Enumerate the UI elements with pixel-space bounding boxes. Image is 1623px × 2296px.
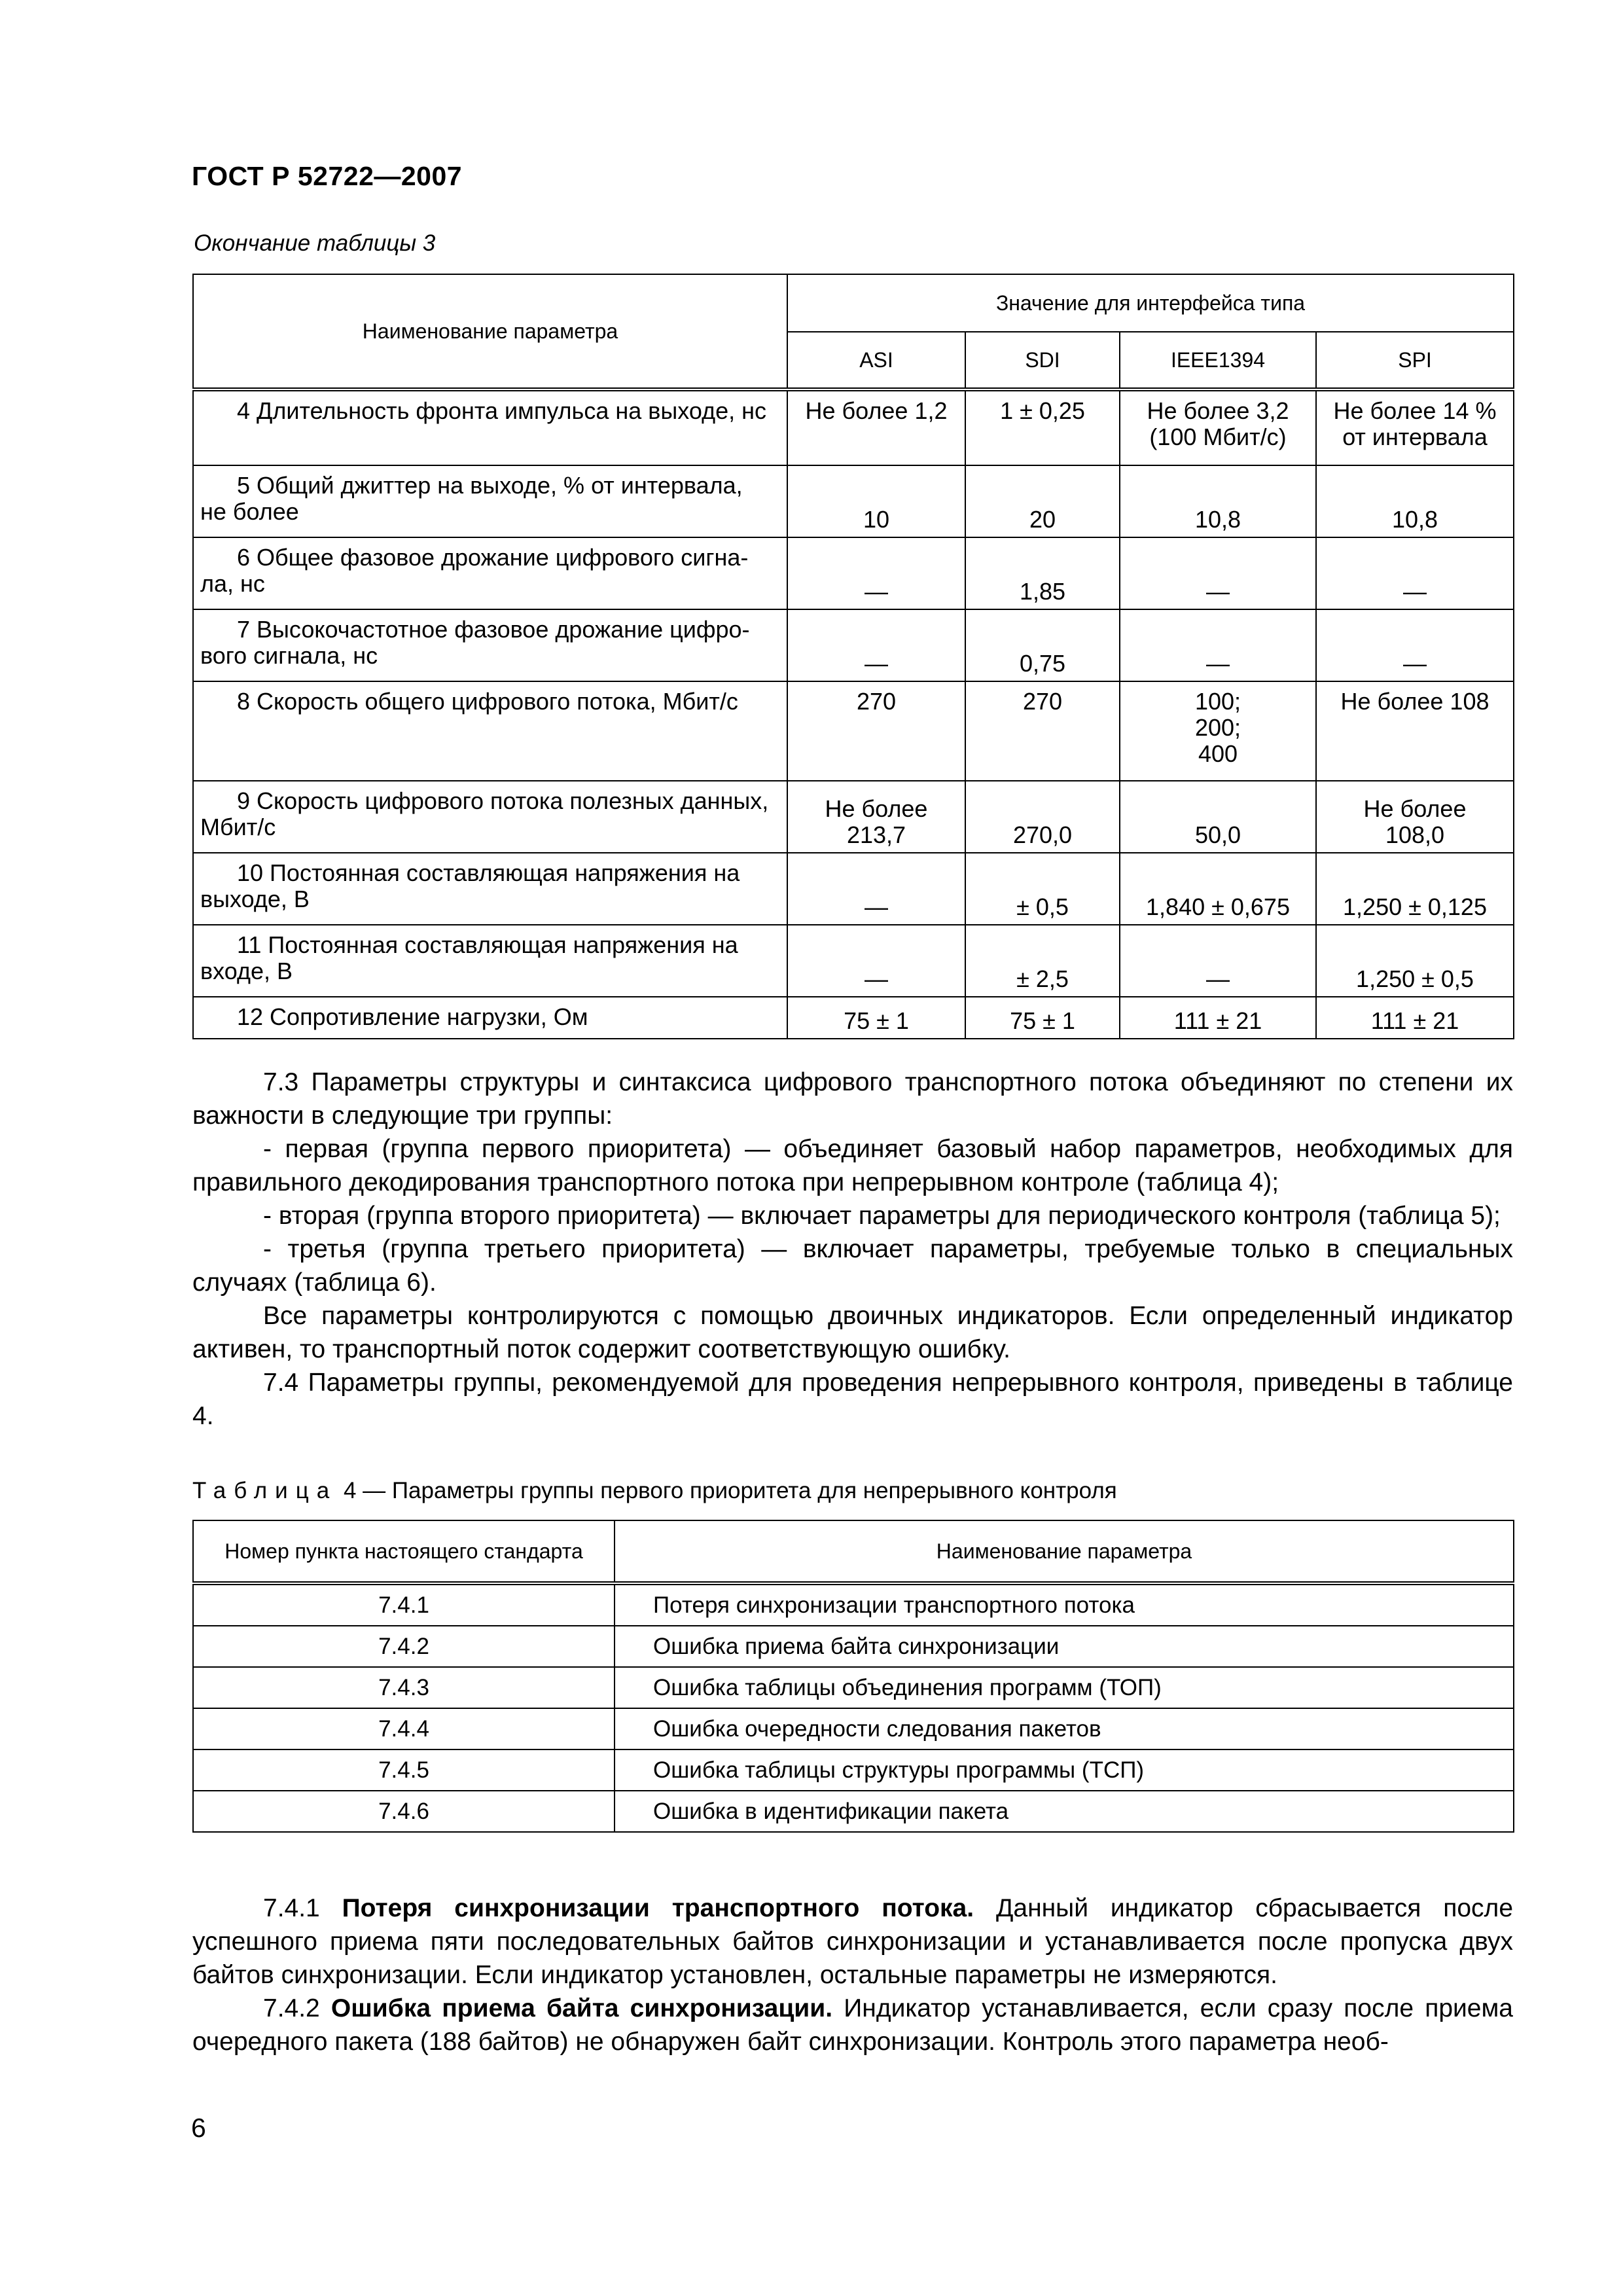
value-ieee1394: 1,840 ± 0,675 [1120,853,1316,925]
header-ieee1394: IEEE1394 [1120,332,1316,389]
table-row [193,853,1514,925]
table-row [193,389,1514,465]
value-spi: — [1316,609,1514,681]
table-row [193,1708,1514,1749]
value-asi: — [787,853,965,925]
table-row [193,1667,1514,1708]
value-sdi: ± 0,5 [965,853,1120,925]
table-row [193,997,1514,1039]
value-spi: Не более 108 [1316,681,1514,781]
item-number: 7.4.5 [193,1749,615,1791]
value-asi: 10 [787,465,965,537]
param-name: Ошибка таблицы объединения программ (ТОП) [615,1667,1514,1708]
param-name: 6 Общее фазовое дрожание цифрового сигна- ла, нс [193,537,787,609]
value-sdi: 270 [965,681,1120,781]
value-ieee1394: — [1120,537,1316,609]
value-asi: — [787,925,965,997]
value-spi: 1,250 ± 0,125 [1316,853,1514,925]
table-row [193,465,1514,537]
value-spi: Не более 14 % от интервала [1316,389,1514,465]
page-number: 6 [191,2113,206,2143]
value-sdi: 75 ± 1 [965,997,1120,1039]
value-ieee1394: 100; 200; 400 [1120,681,1316,781]
value-ieee1394: 10,8 [1120,465,1316,537]
value-sdi: 0,75 [965,609,1120,681]
param-name: Ошибка очередности следования пакетов [615,1708,1514,1749]
header-asi: ASI [787,332,965,389]
value-asi: 270 [787,681,965,781]
value-ieee1394: Не более 3,2 (100 Мбит/с) [1120,389,1316,465]
value-sdi: ± 2,5 [965,925,1120,997]
item-number: 7.4.2 [193,1626,615,1667]
table4-caption: Таблица 4 — Параметры группы первого приоритета для непрерывного контроля [192,1478,1117,1503]
item-number: 7.4.4 [193,1708,615,1749]
param-name: 10 Постоянная составляющая напряжения на выходе, В [193,853,787,925]
header-param: Наименование параметра [193,274,787,389]
paragraph-7-4-1: 7.4.1 Потеря синхронизации транспортного потока. Данный индикатор сбрасывается после успешного приема пяти последовательных байтов синхронизации и устанавливается после пропуска двух байтов синхронизации. Если индикатор установлен, остальные параметры не измеряются. [192,1894,1514,1989]
body-section-7-4-1 [192,1892,1513,2058]
value-spi: Не более 108,0 [1316,781,1514,853]
table-row [193,1626,1514,1667]
param-name: 11 Постоянная составляющая напряжения на входе, В [193,925,787,997]
value-sdi: 1,85 [965,537,1120,609]
value-ieee1394: — [1120,609,1316,681]
param-name: 9 Скорость цифрового потока полезных данных, Мбит/с [193,781,787,853]
param-name: Потеря синхронизации транспортного потока [615,1583,1514,1626]
param-name: 4 Длительность фронта импульса на выходе, нс [193,389,787,465]
paragraph-7-4-2: 7.4.2 Ошибка приема байта синхронизации. Индикатор устанавливается, если сразу после приема очередного пакета (188 байтов) не обнаружен байт синхронизации. Контроль этого параметра необ- [192,1994,1513,2056]
value-asi: Не более 213,7 [787,781,965,853]
value-sdi: 270,0 [965,781,1120,853]
value-asi: 75 ± 1 [787,997,965,1039]
list-item: - первая (группа первого приоритета) — объединяет базовый набор параметров, необходимых для правильного декодирования транспортного потока при непрерывном контроле (таблица 4); [192,1135,1513,1196]
header-sdi: SDI [965,332,1120,389]
table-row [193,537,1514,609]
list-item: - третья (группа третьего приоритета) — включает параметры, требуемые только в специальных случаях (таблица 6). [192,1235,1513,1297]
table3-caption: Окончание таблицы 3 [194,230,436,256]
list-item: - вторая (группа второго приоритета) — включает параметры для периодического контроля (таблица 5); [263,1202,1501,1230]
table-row [193,609,1514,681]
header-param-name: Наименование параметра [615,1520,1514,1583]
value-sdi: 1 ± 0,25 [965,389,1120,465]
paragraph-7-4: 7.4 Параметры группы, рекомендуемой для проведения непрерывного контроля, приведены в таблице 4. [192,1369,1513,1430]
table-3 [192,274,1514,1039]
header-item-number: Номер пункта настоящего стандарта [193,1520,615,1583]
param-name: 12 Сопротивление нагрузки, Ом [193,997,787,1039]
param-name: 8 Скорость общего цифрового потока, Мбит/с [193,681,787,781]
value-ieee1394: 111 ± 21 [1120,997,1316,1039]
value-spi: — [1316,537,1514,609]
value-ieee1394: 50,0 [1120,781,1316,853]
item-number: 7.4.3 [193,1667,615,1708]
table-row [193,925,1514,997]
value-sdi: 20 [965,465,1120,537]
value-spi: 10,8 [1316,465,1514,537]
header-interface-group: Значение для интерфейса типа [787,274,1514,332]
paragraph-indicators: Все параметры контролируются с помощью двоичных индикаторов. Если определенный индикатор активен, то транспортный поток содержит соответствующую ошибку. [192,1302,1513,1363]
value-asi: — [787,609,965,681]
param-name: Ошибка таблицы структуры программы (ТСП) [615,1749,1514,1791]
param-name: Ошибка приема байта синхронизации [615,1626,1514,1667]
param-name: 5 Общий джиттер на выходе, % от интервала, не более [193,465,787,537]
paragraph-7-3: 7.3 Параметры структуры и синтаксиса цифрового транспортного потока объединяют по степени их важности в следующие три группы: [192,1068,1513,1130]
value-spi: 1,250 ± 0,5 [1316,925,1514,997]
value-asi: — [787,537,965,609]
param-name: Ошибка в идентификации пакета [615,1791,1514,1832]
table-row [193,781,1514,853]
table-row [193,1583,1514,1626]
value-ieee1394: — [1120,925,1316,997]
table-row [193,1791,1514,1832]
table-row [193,681,1514,781]
document-header: ГОСТ Р 52722—2007 [192,161,463,191]
table-row [193,1749,1514,1791]
value-spi: 111 ± 21 [1316,997,1514,1039]
item-number: 7.4.6 [193,1791,615,1832]
item-number: 7.4.1 [193,1583,615,1626]
header-spi: SPI [1316,332,1514,389]
table-4 [192,1520,1514,1833]
value-asi: Не более 1,2 [787,389,965,465]
body-section-7-3 [192,1066,1513,1433]
param-name: 7 Высокочастотное фазовое дрожание цифро- вого сигнала, нс [193,609,787,681]
